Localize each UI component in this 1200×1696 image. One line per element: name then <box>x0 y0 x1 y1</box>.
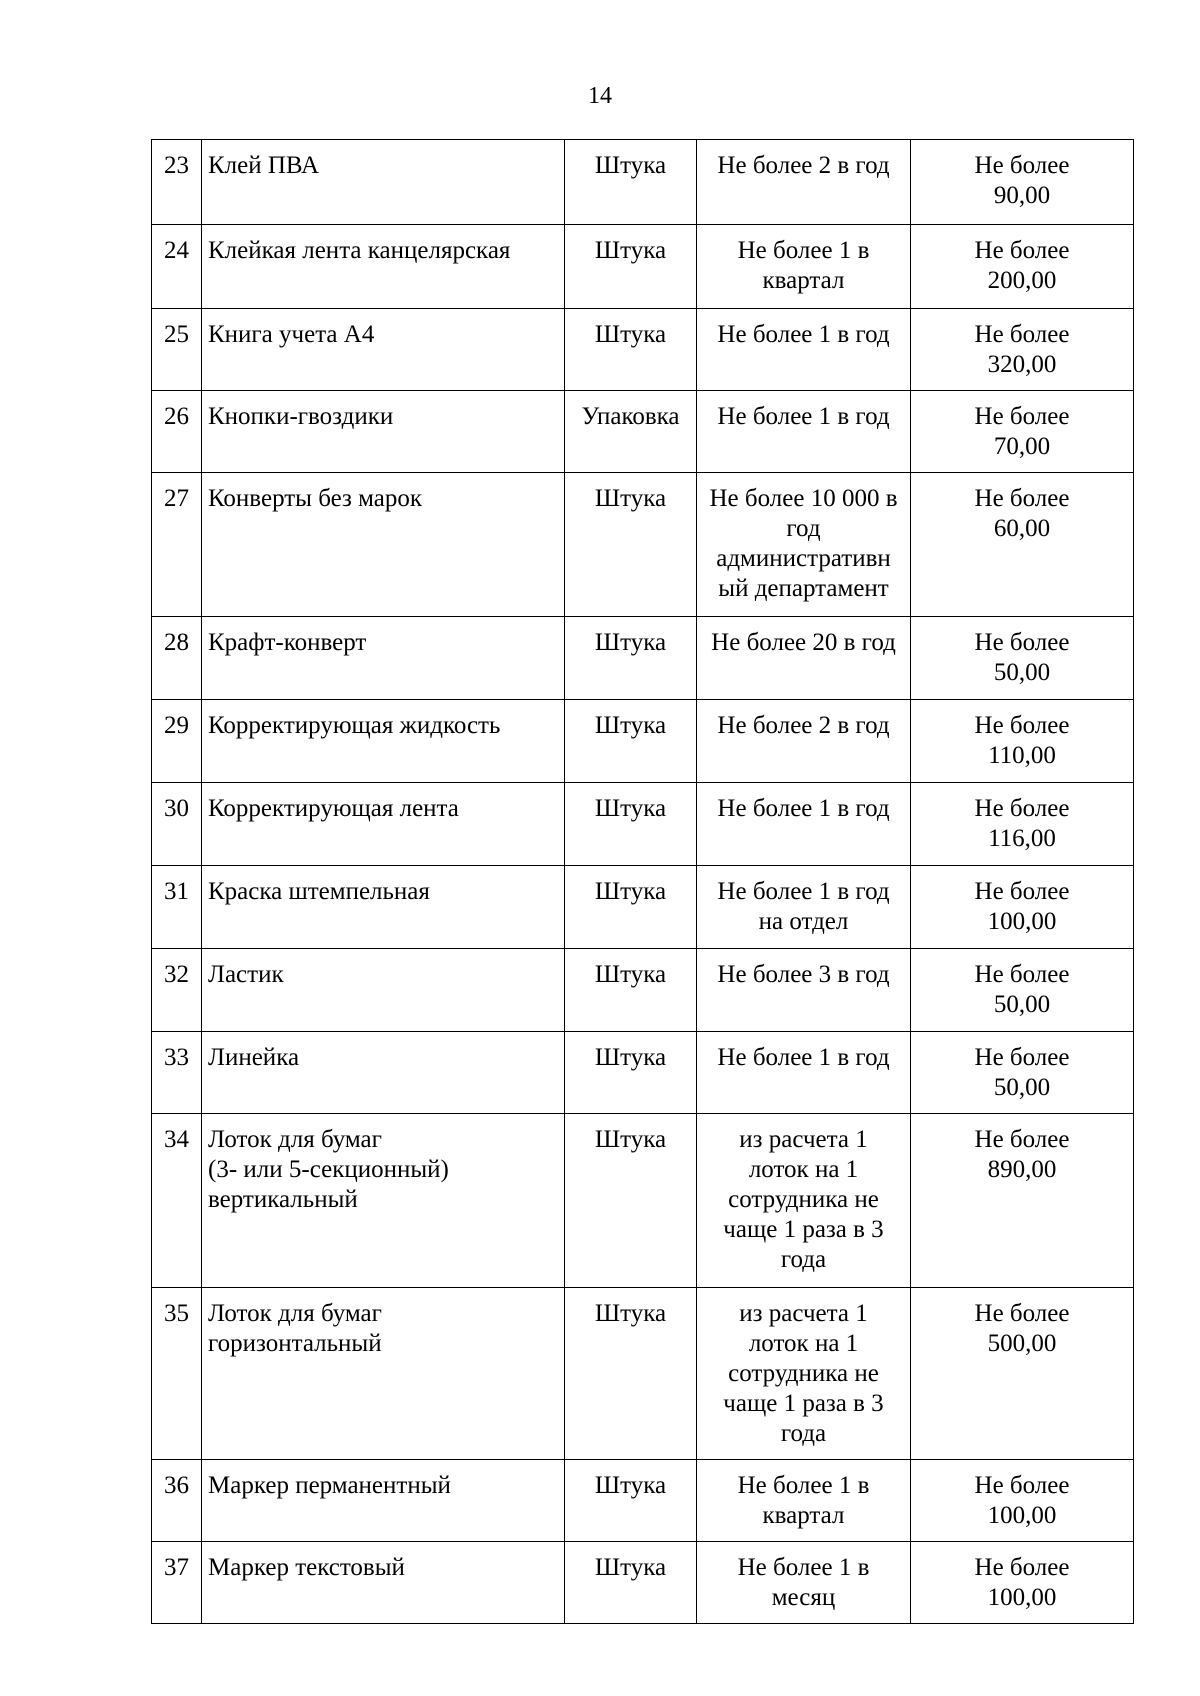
quantity-norm-cell: Не более 1 в квартал <box>697 1460 911 1542</box>
quantity-norm-cell: Не более 1 в год на отдел <box>697 866 911 949</box>
price-cell: Не более 70,00 <box>911 391 1134 473</box>
row-number-cell: 27 <box>152 473 202 617</box>
row-number-cell: 26 <box>152 391 202 473</box>
price-cell: Не более 100,00 <box>911 1460 1134 1542</box>
item-name-cell: Клейкая лента канцелярская <box>202 225 565 309</box>
price-cell: Не более 50,00 <box>911 617 1134 700</box>
quantity-norm-cell: Не более 1 в квартал <box>697 225 911 309</box>
quantity-norm-cell: Не более 1 в год <box>697 783 911 866</box>
quantity-norm-cell: из расчета 1 лоток на 1 сотрудника не чаще 1 раза в 3 года <box>697 1288 911 1460</box>
unit-cell: Штука <box>565 949 697 1032</box>
price-cell: Не более 116,00 <box>911 783 1134 866</box>
row-number-cell: 30 <box>152 783 202 866</box>
quantity-norm-cell: Не более 3 в год <box>697 949 911 1032</box>
price-cell: Не более 90,00 <box>911 140 1134 225</box>
item-name-cell: Крафт-конверт <box>202 617 565 700</box>
unit-cell: Штука <box>565 473 697 617</box>
quantity-norm-cell: Не более 1 в год <box>697 391 911 473</box>
item-name-cell: Лоток для бумаг (3- или 5-секционный) вертикальный <box>202 1114 565 1288</box>
item-name-cell: Клей ПВА <box>202 140 565 225</box>
row-number-cell: 33 <box>152 1032 202 1114</box>
row-number-cell: 23 <box>152 140 202 225</box>
table-row <box>152 1460 1134 1542</box>
unit-cell: Упаковка <box>565 391 697 473</box>
row-number-cell: 29 <box>152 700 202 783</box>
table-row <box>152 473 1134 617</box>
item-name-cell: Книга учета А4 <box>202 309 565 391</box>
table-row <box>152 309 1134 391</box>
table-row <box>152 783 1134 866</box>
price-cell: Не более 100,00 <box>911 866 1134 949</box>
item-name-cell: Маркер перманентный <box>202 1460 565 1542</box>
table-row <box>152 866 1134 949</box>
row-number-cell: 24 <box>152 225 202 309</box>
row-number-cell: 32 <box>152 949 202 1032</box>
item-name-cell: Краска штемпельная <box>202 866 565 949</box>
item-name-cell: Линейка <box>202 1032 565 1114</box>
table-row <box>152 617 1134 700</box>
item-name-cell: Маркер текстовый <box>202 1542 565 1624</box>
unit-cell: Штука <box>565 866 697 949</box>
price-cell: Не более 50,00 <box>911 1032 1134 1114</box>
row-number-cell: 31 <box>152 866 202 949</box>
table-row <box>152 225 1134 309</box>
norms-table <box>151 139 1134 1624</box>
quantity-norm-cell: Не более 1 в год <box>697 309 911 391</box>
item-name-cell: Лоток для бумаг горизонтальный <box>202 1288 565 1460</box>
unit-cell: Штука <box>565 700 697 783</box>
price-cell: Не более 890,00 <box>911 1114 1134 1288</box>
price-cell: Не более 100,00 <box>911 1542 1134 1624</box>
unit-cell: Штука <box>565 225 697 309</box>
item-name-cell: Кнопки-гвоздики <box>202 391 565 473</box>
price-cell: Не более 60,00 <box>911 473 1134 617</box>
quantity-norm-cell: Не более 1 в месяц <box>697 1542 911 1624</box>
row-number-cell: 25 <box>152 309 202 391</box>
price-cell: Не более 200,00 <box>911 225 1134 309</box>
table-row <box>152 1542 1134 1624</box>
unit-cell: Штука <box>565 1114 697 1288</box>
table-row <box>152 1288 1134 1460</box>
unit-cell: Штука <box>565 1288 697 1460</box>
quantity-norm-cell: Не более 10 000 в год административн ый департамент <box>697 473 911 617</box>
norms-table-body <box>152 140 1134 1624</box>
row-number-cell: 35 <box>152 1288 202 1460</box>
price-cell: Не более 500,00 <box>911 1288 1134 1460</box>
row-number-cell: 34 <box>152 1114 202 1288</box>
quantity-norm-cell: Не более 2 в год <box>697 700 911 783</box>
item-name-cell: Ластик <box>202 949 565 1032</box>
page-number: 14 <box>588 83 612 109</box>
row-number-cell: 28 <box>152 617 202 700</box>
row-number-cell: 37 <box>152 1542 202 1624</box>
table-row <box>152 700 1134 783</box>
unit-cell: Штука <box>565 617 697 700</box>
quantity-norm-cell: Не более 2 в год <box>697 140 911 225</box>
unit-cell: Штука <box>565 1032 697 1114</box>
quantity-norm-cell: Не более 1 в год <box>697 1032 911 1114</box>
unit-cell: Штука <box>565 140 697 225</box>
table-row <box>152 949 1134 1032</box>
table-row <box>152 1032 1134 1114</box>
row-number-cell: 36 <box>152 1460 202 1542</box>
price-cell: Не более 50,00 <box>911 949 1134 1032</box>
unit-cell: Штука <box>565 783 697 866</box>
unit-cell: Штука <box>565 309 697 391</box>
unit-cell: Штука <box>565 1542 697 1624</box>
table-row <box>152 391 1134 473</box>
quantity-norm-cell: Не более 20 в год <box>697 617 911 700</box>
table-row <box>152 1114 1134 1288</box>
item-name-cell: Корректирующая лента <box>202 783 565 866</box>
item-name-cell: Конверты без марок <box>202 473 565 617</box>
table-row <box>152 140 1134 225</box>
unit-cell: Штука <box>565 1460 697 1542</box>
item-name-cell: Корректирующая жидкость <box>202 700 565 783</box>
quantity-norm-cell: из расчета 1 лоток на 1 сотрудника не чаще 1 раза в 3 года <box>697 1114 911 1288</box>
price-cell: Не более 320,00 <box>911 309 1134 391</box>
price-cell: Не более 110,00 <box>911 700 1134 783</box>
